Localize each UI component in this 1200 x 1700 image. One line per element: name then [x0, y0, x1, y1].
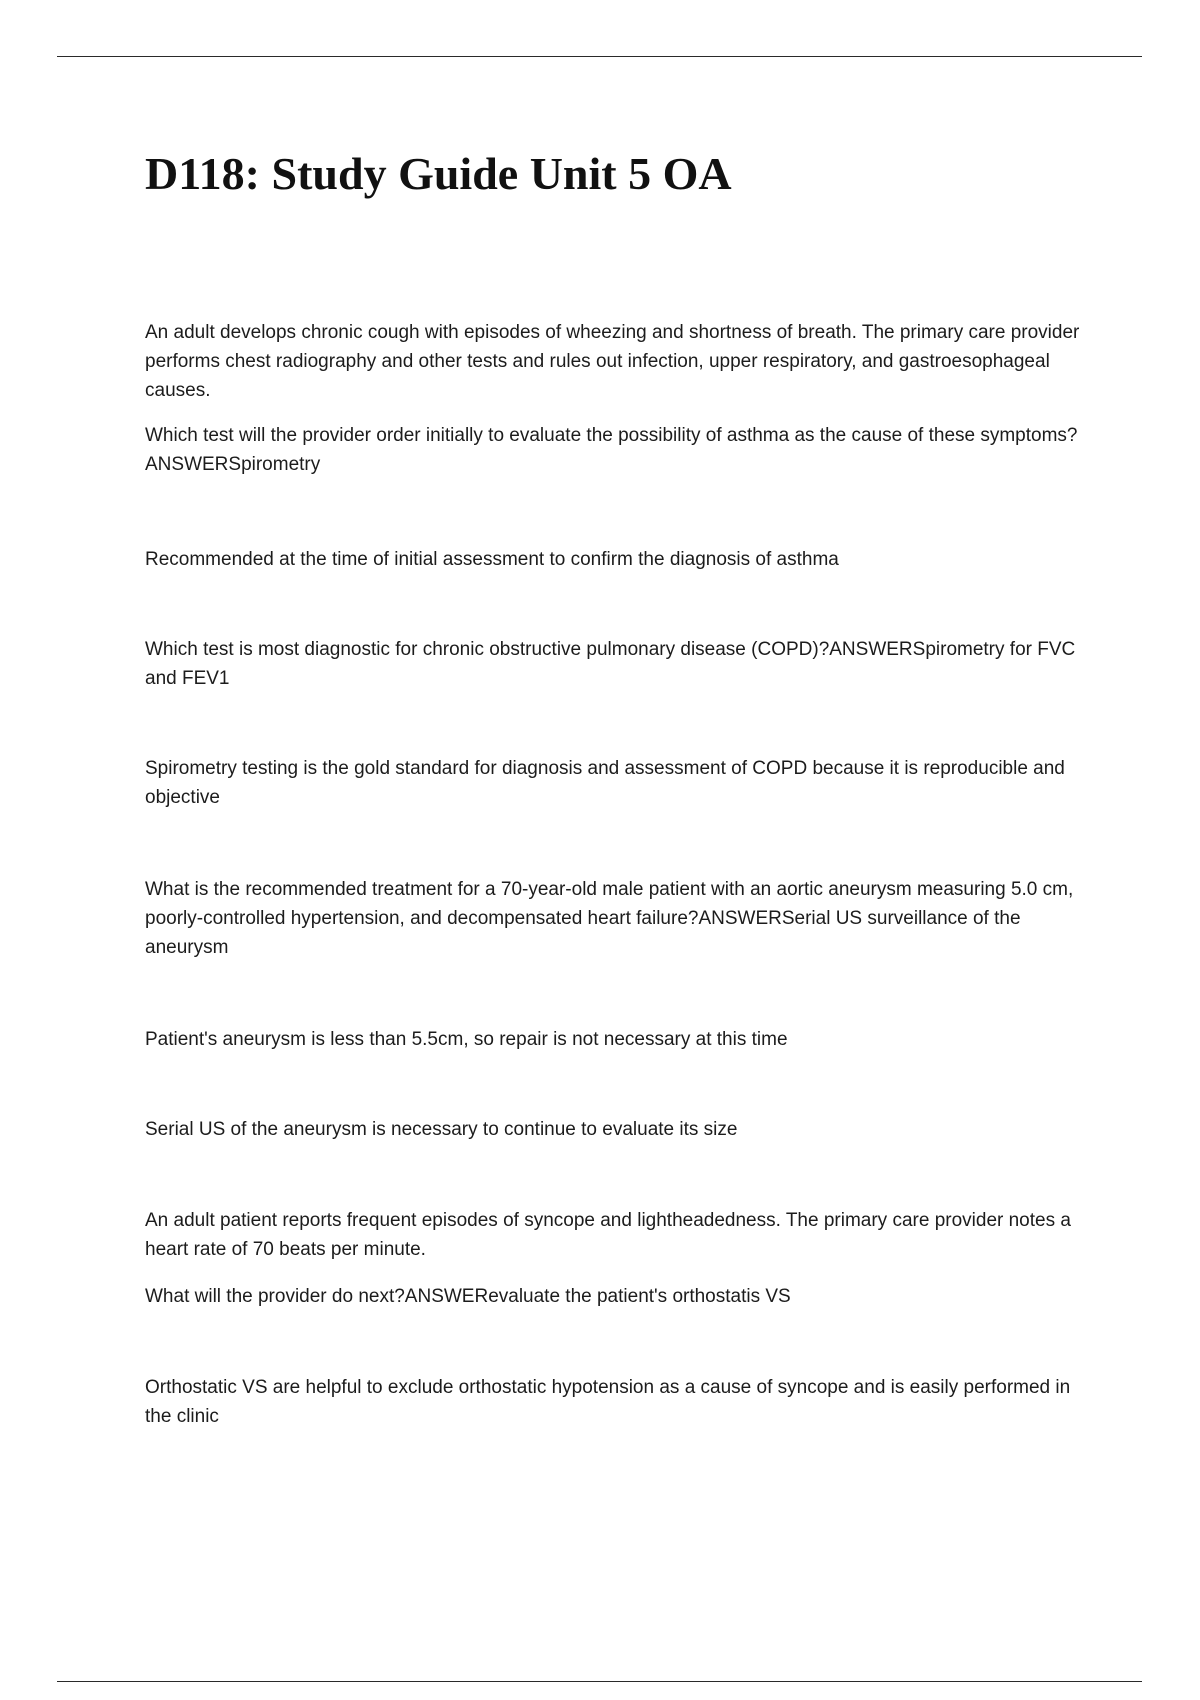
- bottom-rule: [57, 1681, 1142, 1682]
- document-title: D118: Study Guide Unit 5 OA: [145, 148, 732, 199]
- paragraph-asthma-question: Which test will the provider order initially to evaluate the possibility of asthma as the cause of these symptoms?ANSWERSpirometry: [145, 425, 1078, 475]
- paragraph-aneurysm-rationale-2: Serial US of the aneurysm is necessary to continue to evaluate its size: [145, 1119, 738, 1140]
- paragraph-syncope-question: What will the provider do next?ANSWERevaluate the patient's orthostatis VS: [145, 1286, 791, 1307]
- paragraph-aneurysm-rationale-1: Patient's aneurysm is less than 5.5cm, so repair is not necessary at this time: [145, 1029, 788, 1050]
- paragraph-asthma-scenario: An adult develops chronic cough with episodes of wheezing and shortness of breath. The primary care provider performs chest radiography and other tests and rules out infection, upper respiratory, and gastroesophageal causes.: [145, 322, 1080, 401]
- paragraph-asthma-rationale: Recommended at the time of initial assessment to confirm the diagnosis of asthma: [145, 549, 839, 570]
- paragraph-aneurysm-question: What is the recommended treatment for a 70-year-old male patient with an aortic aneurysm measuring 5.0 cm, poorly-controlled hypertension, and decompensated heart failure?ANSWERSerial US surveillance of the aneurysm: [145, 879, 1074, 958]
- paragraph-copd-rationale: Spirometry testing is the gold standard for diagnosis and assessment of COPD because it is reproducible and objective: [145, 758, 1065, 808]
- paragraph-copd-question: Which test is most diagnostic for chronic obstructive pulmonary disease (COPD)?ANSWERSpirometry for FVC and FEV1: [145, 639, 1076, 689]
- paragraph-syncope-scenario: An adult patient reports frequent episodes of syncope and lightheadedness. The primary care provider notes a heart rate of 70 beats per minute.: [145, 1210, 1071, 1260]
- paragraph-syncope-rationale: Orthostatic VS are helpful to exclude orthostatic hypotension as a cause of syncope and is easily performed in the clinic: [145, 1377, 1071, 1427]
- top-rule: [57, 56, 1142, 57]
